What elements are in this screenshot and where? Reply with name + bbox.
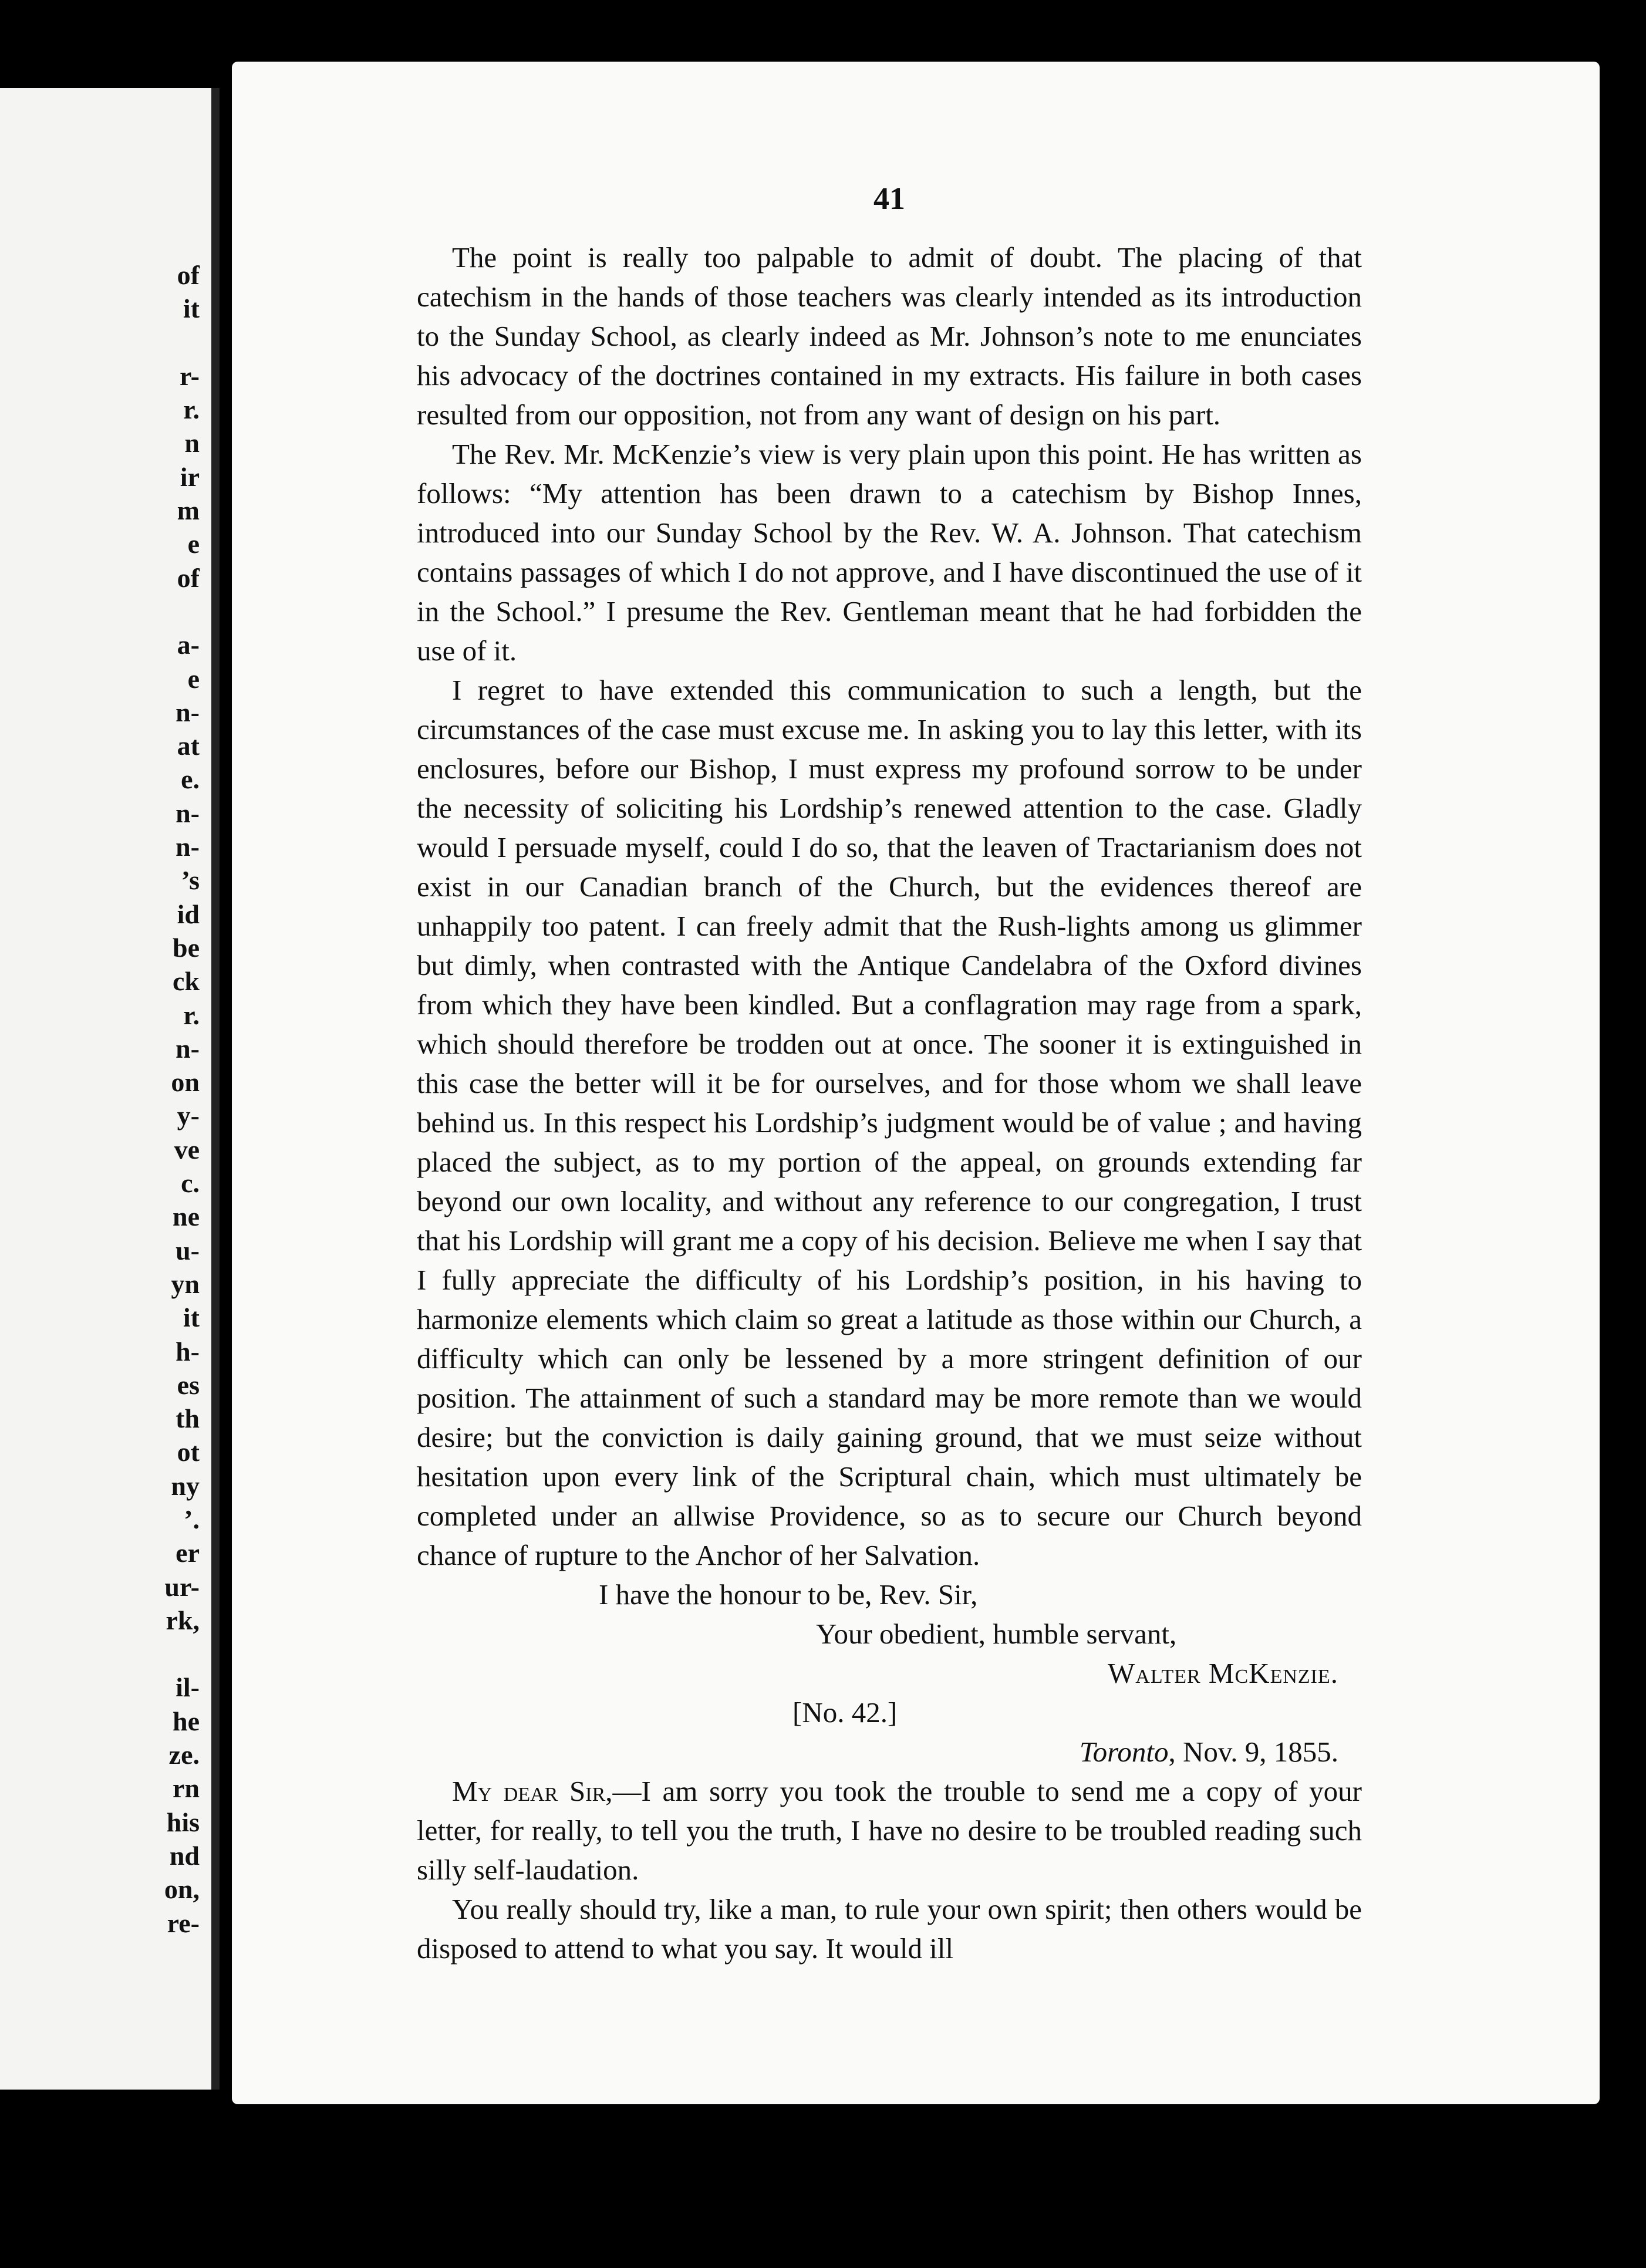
document-date <box>1080 1732 1338 1771</box>
left-page-fragment: rk, <box>166 1605 200 1635</box>
left-page-fragment: er <box>176 1538 200 1568</box>
left-page-fragment: on <box>171 1067 200 1098</box>
left-page-fragment: it <box>183 1302 200 1333</box>
left-page-fragment: of <box>177 562 200 593</box>
paragraph-3: I regret to have extended this communication to such a length, but the circumstances of the case must excuse me. In asking you to lay this letter, with its enclosures, before our Bishop, I must express my profound sorrow to be under the necessity of soliciting his Lordship’s renewed attention to the case. Gladly would I persuade myself, could I do so, that the leaven of Tractarianism does not exist in our Canadian branch of the Church, but the evidences thereof are unhappily too patent. I can freely admit that the Rush-lights among us glimmer but dimly, when contrasted with the Antique Candelabra of the Oxford divines from which they have been kindled. But a conflagration may rage from a spark, which should therefore be trodden out at once. The sooner it is extinguished in this case the better will it be for ourselves, and for those whom we shall leave behind us. In this respect his Lordship’s judgment would be of value ; and having placed the subject, as to my portion of the appeal, on grounds extending far beyond our own locality, and without any reference to our congregation, I trust that his Lordship will grant me a copy of his decision. Believe me when I say that I fully appreciate the difficulty of his Lordship’s position, in his having to harmonize elements which claim so great a latitude as those within our Church, a difficulty which can only be lessened by a more stringent definition of our position. The attainment of such a standard may be more remote than we would desire; but the conviction is daily gaining ground, that we must seize without hesitation upon every link of the Scriptural chain, which must ultimately be completed under an allwise Providence, so as to secure our Church beyond chance of rupture to the Anchor of her Salvation. <box>417 674 1362 1571</box>
left-page-fragment: e <box>187 529 200 559</box>
left-page-fragment: r. <box>183 394 200 425</box>
letter-paragraph-1 <box>417 1771 1362 1889</box>
left-page-fragment: ny <box>171 1470 200 1501</box>
left-page-fragment: a- <box>177 630 200 660</box>
left-page-fragment: c. <box>181 1168 200 1199</box>
letter-paragraph-2: You really should try, like a man, to rule your own spirit; then others would be disposed to attend to what you say. It would ill <box>417 1893 1362 1965</box>
document-number: [No. 42.] <box>792 1696 898 1729</box>
left-page-fragment: th <box>176 1403 200 1434</box>
page-content <box>232 62 1600 2104</box>
left-page-fragment: his <box>166 1807 200 1837</box>
left-page-fragment: n- <box>176 832 200 862</box>
left-page-fragment: m <box>177 495 200 526</box>
left-page-fragment: ne <box>173 1202 200 1232</box>
left-page-fragment: r- <box>179 360 200 391</box>
closing-line: I have the honour to be, Rev. Sir, <box>599 1578 978 1611</box>
left-page-fragment: yn <box>171 1268 200 1299</box>
left-page-fragment: n- <box>176 798 200 828</box>
left-page-fragment: at <box>177 731 200 761</box>
left-page-text-fragments <box>164 258 200 1940</box>
paragraph-1: The point is really too palpable to admit of doubt. The placing of that catechism in the hands of those teachers was clearly intended as its introduction to the Sunday School, as clearly indeed as Mr. Johnson’s note to me enunciates his advocacy of the doctrines contained in my extracts. His failure in both cases resulted from our opposition, not from any want of design on his part. <box>417 241 1362 431</box>
left-page-fragment: he <box>173 1706 200 1736</box>
salutation: My dear Sir, <box>452 1775 613 1807</box>
left-page-fragment: es <box>177 1369 200 1400</box>
left-page-fragment: e. <box>181 764 200 795</box>
left-page-fragment: ck <box>173 966 200 997</box>
left-page-fragment: it <box>183 293 200 324</box>
left-page-fragment: ot <box>177 1437 200 1467</box>
left-page-fragment: r. <box>183 1000 200 1030</box>
left-page-fragment <box>164 1637 200 1670</box>
left-page-fragment: on, <box>164 1874 200 1905</box>
left-page-fragment: e <box>187 663 200 694</box>
left-page-fragment: il- <box>176 1672 200 1703</box>
document-date-rest: , Nov. 9, 1855. <box>1168 1736 1338 1768</box>
left-page-fragment: y- <box>177 1101 200 1131</box>
page-number: 41 <box>873 181 905 216</box>
left-page-fragment: ’. <box>184 1504 200 1534</box>
left-page-fragment: ’s <box>181 865 200 896</box>
document-place: Toronto <box>1079 1736 1169 1768</box>
left-page-fragment: h- <box>176 1336 200 1366</box>
left-page-fragment: id <box>177 899 200 929</box>
left-page-fragment: n- <box>176 1033 200 1064</box>
left-page-fragment: n- <box>176 697 200 727</box>
left-page-fragment: n <box>184 428 200 458</box>
left-page-fragment: of <box>177 260 200 290</box>
left-page-fragment: re- <box>167 1908 200 1938</box>
left-page-fragment <box>164 595 200 628</box>
left-page-fragment: ur- <box>164 1571 200 1602</box>
signature: Walter McKenzie. <box>1108 1657 1338 1689</box>
left-page-fragment: rn <box>173 1773 200 1804</box>
left-page-fragment <box>164 326 200 359</box>
body-text <box>417 181 1362 1968</box>
left-page-fragment: ze. <box>168 1740 200 1770</box>
closing-line: Your obedient, humble servant, <box>816 1618 1177 1650</box>
left-page-fragment: u- <box>176 1235 200 1265</box>
left-page <box>0 88 220 2090</box>
left-page-fragment: ir <box>180 461 200 492</box>
document-header <box>417 1693 1362 1771</box>
letter-paragraph-1-text: —I am sorry you took the trouble to send me a copy of your letter, for really, to tell you the truth, I have no desire to be troubled reading such silly self-laudation. <box>417 1775 1362 1886</box>
left-page-fragment: ve <box>174 1134 200 1165</box>
left-page-fragment: nd <box>169 1840 200 1871</box>
paragraph-2: The Rev. Mr. McKenzie’s view is very plain upon this point. He has written as follows: “My attention has been drawn to a catechism by Bishop Innes, introduced into our Sunday School by the Rev. W. A. Johnson. That catechism contains passages of which I do not approve, and I have discontinued the use of it in the School.” I presume the Rev. Gentleman meant that he had forbidden the use of it. <box>417 438 1362 667</box>
left-page-fragment: be <box>173 932 200 963</box>
